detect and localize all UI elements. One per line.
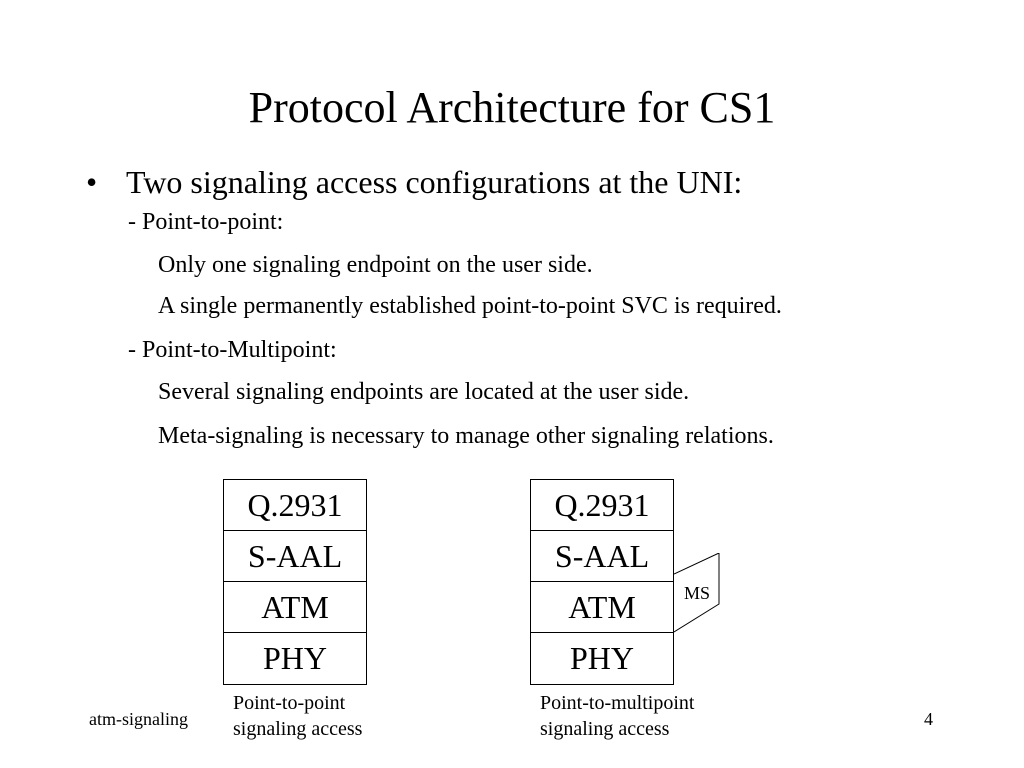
- layer-s-aal: S-AAL: [531, 531, 673, 582]
- protocol-stack-point-to-point: [223, 479, 367, 685]
- sub-text: Meta-signaling is necessary to manage other signaling relations.: [158, 423, 774, 449]
- caption-line: signaling access: [540, 718, 670, 740]
- caption-point-to-point: [233, 690, 362, 742]
- sub-heading-point-to-point: - Point-to-point:: [128, 209, 284, 235]
- meta-signaling-label: MS: [684, 583, 711, 603]
- caption-line: Point-to-point: [233, 692, 346, 714]
- bullet-item: [86, 162, 742, 202]
- bullet-symbol: •: [86, 164, 98, 200]
- layer-phy: PHY: [569, 640, 634, 676]
- caption-line: signaling access: [233, 718, 363, 740]
- footer-left-text: atm-signaling: [89, 709, 188, 729]
- protocol-stack-point-to-multipoint: [530, 479, 674, 685]
- layer-phy: PHY: [262, 640, 327, 676]
- layer-atm: ATM: [531, 582, 673, 633]
- page-number: 4: [924, 709, 933, 729]
- layer-q2931: Q.2931: [531, 480, 673, 531]
- layer-atm: ATM: [224, 582, 366, 633]
- layer-s-aal: S-AAL: [224, 531, 366, 582]
- sub-text: Only one signaling endpoint on the user side.: [158, 252, 593, 278]
- caption-point-to-multipoint: [540, 690, 694, 742]
- layer-q2931: Q.2931: [224, 480, 366, 531]
- sub-text: Several signaling endpoints are located at the user side.: [158, 379, 690, 405]
- bullet-text: Two signaling access configurations at the UNI:: [126, 164, 743, 200]
- sub-text: A single permanently established point-to-point SVC is required.: [158, 293, 782, 319]
- sub-heading-point-to-multipoint: - Point-to-Multipoint:: [128, 337, 337, 363]
- slide-title: Protocol Architecture for CS1: [248, 83, 776, 132]
- caption-line: Point-to-multipoint: [540, 692, 695, 714]
